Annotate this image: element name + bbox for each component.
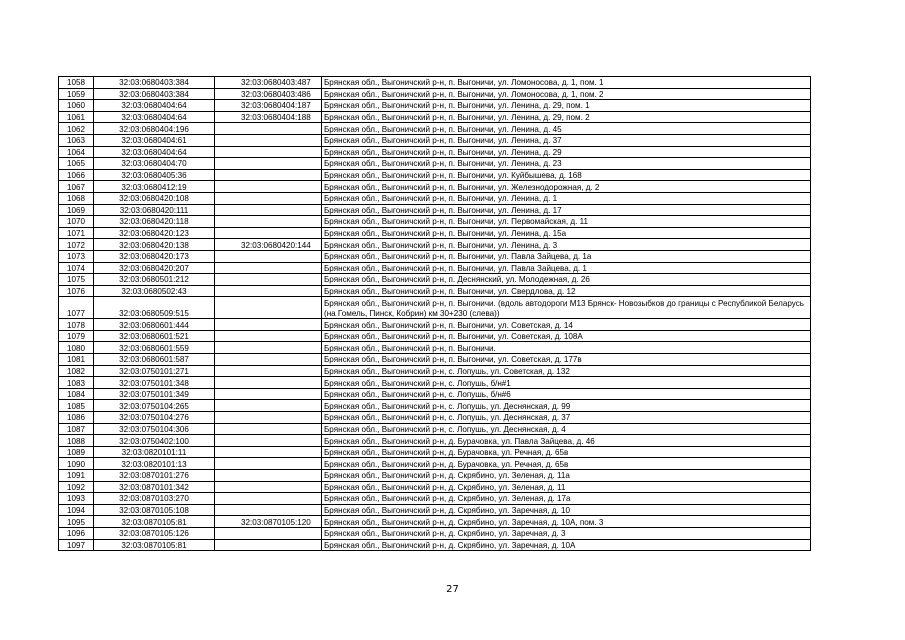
row-number-cell: 1076 — [59, 285, 94, 297]
table-row — [59, 435, 811, 447]
row-number-cell: 1092 — [59, 481, 94, 493]
related-cadastral-number-cell — [215, 192, 322, 204]
cadastral-number-cell: 32:03:0680420:111 — [94, 204, 215, 216]
table-row — [59, 158, 811, 170]
address-cell: Брянская обл., Выгоничский р-н, п. Выгоничи, ул. Павла Зайцева, д. 1 — [322, 262, 811, 274]
table-row — [59, 342, 811, 354]
cadastral-number-cell: 32:03:0680601:444 — [94, 319, 215, 331]
property-table — [58, 76, 811, 551]
related-cadastral-number-cell: 32:03:0870105:120 — [215, 516, 322, 528]
cadastral-number-cell: 32:03:0680601:559 — [94, 342, 215, 354]
related-cadastral-number-cell — [215, 423, 322, 435]
table-row — [59, 123, 811, 135]
cadastral-number-cell: 32:03:0680420:173 — [94, 250, 215, 262]
related-cadastral-number-cell — [215, 470, 322, 482]
row-number-cell: 1082 — [59, 365, 94, 377]
cadastral-number-cell: 32:03:0870105:126 — [94, 527, 215, 539]
table-row — [59, 527, 811, 539]
related-cadastral-number-cell — [215, 458, 322, 470]
address-cell: Брянская обл., Выгоничский р-н, п. Выгоничи, ул. Ленина, д. 17 — [322, 204, 811, 216]
address-cell: Брянская обл., Выгоничский р-н, д. Скрябино, ул. Зеленая, д. 17а — [322, 493, 811, 505]
address-cell: Брянская обл., Выгоничский р-н, д. Бурачовка, ул. Павла Зайцева, д. 46 — [322, 435, 811, 447]
related-cadastral-number-cell — [215, 181, 322, 193]
address-cell: Брянская обл., Выгоничский р-н, п. Выгоничи. (вдоль автодороги М13 Брянск- Новозыбков до границы с Республикой Беларусь (на Гомель, Пинск, Кобрин) км 30+230 (слева)) — [322, 297, 811, 319]
address-cell: Брянская обл., Выгоничский р-н, п. Выгоничи, ул. Советская, д. 14 — [322, 319, 811, 331]
table-row — [59, 516, 811, 528]
address-cell: Брянская обл., Выгоничский р-н, с. Лопушь, б/н#6 — [322, 388, 811, 400]
cadastral-number-cell: 32:03:0750402:100 — [94, 435, 215, 447]
cadastral-number-cell: 32:03:0680404:61 — [94, 134, 215, 146]
address-cell: Брянская обл., Выгоничский р-н, п. Выгоничи, ул. Ломоносова, д. 1, пом. 2 — [322, 88, 811, 100]
row-number-cell: 1070 — [59, 216, 94, 228]
row-number-cell: 1083 — [59, 377, 94, 389]
related-cadastral-number-cell — [215, 354, 322, 366]
related-cadastral-number-cell — [215, 446, 322, 458]
address-cell: Брянская обл., Выгоничский р-н, д. Бурачовка, ул. Речная, д. 65в — [322, 446, 811, 458]
address-cell: Брянская обл., Выгоничский р-н, п. Выгоничи, ул. Павла Зайцева, д. 1а — [322, 250, 811, 262]
cadastral-number-cell: 32:03:0680404:64 — [94, 111, 215, 123]
table-row — [59, 412, 811, 424]
row-number-cell: 1066 — [59, 169, 94, 181]
address-cell: Брянская обл., Выгоничский р-н, п. Выгоничи, ул. Ленина, д. 1 — [322, 192, 811, 204]
row-number-cell: 1087 — [59, 423, 94, 435]
address-cell: Брянская обл., Выгоничский р-н, п. Деснянский, ул. Молодежная, д. 26 — [322, 274, 811, 286]
related-cadastral-number-cell — [215, 539, 322, 551]
related-cadastral-number-cell: 32:03:0680420:144 — [215, 239, 322, 251]
related-cadastral-number-cell — [215, 504, 322, 516]
related-cadastral-number-cell — [215, 297, 322, 319]
table-row — [59, 400, 811, 412]
related-cadastral-number-cell: 32:03:0680404:188 — [215, 111, 322, 123]
related-cadastral-number-cell — [215, 158, 322, 170]
cadastral-number-cell: 32:03:0820101:11 — [94, 446, 215, 458]
table-row — [59, 181, 811, 193]
row-number-cell: 1067 — [59, 181, 94, 193]
cadastral-number-cell: 32:03:0680404:64 — [94, 100, 215, 112]
table-row — [59, 111, 811, 123]
table-row — [59, 227, 811, 239]
related-cadastral-number-cell — [215, 204, 322, 216]
row-number-cell: 1096 — [59, 527, 94, 539]
related-cadastral-number-cell — [215, 262, 322, 274]
table-row — [59, 169, 811, 181]
cadastral-number-cell: 32:03:0870105:81 — [94, 516, 215, 528]
address-cell: Брянская обл., Выгоничский р-н, с. Лопушь, ул. Советская, д. 132 — [322, 365, 811, 377]
related-cadastral-number-cell — [215, 216, 322, 228]
cadastral-number-cell: 32:03:0870101:276 — [94, 470, 215, 482]
table-row — [59, 285, 811, 297]
address-cell: Брянская обл., Выгоничский р-н, д. Скрябино, ул. Зеленая, д. 11а — [322, 470, 811, 482]
address-cell: Брянская обл., Выгоничский р-н, п. Выгоничи, ул. Ленина, д. 45 — [322, 123, 811, 135]
related-cadastral-number-cell — [215, 412, 322, 424]
row-number-cell: 1086 — [59, 412, 94, 424]
property-table-body — [59, 77, 811, 551]
row-number-cell: 1072 — [59, 239, 94, 251]
row-number-cell: 1095 — [59, 516, 94, 528]
row-number-cell: 1080 — [59, 342, 94, 354]
table-row — [59, 504, 811, 516]
row-number-cell: 1074 — [59, 262, 94, 274]
related-cadastral-number-cell — [215, 169, 322, 181]
row-number-cell: 1058 — [59, 77, 94, 89]
cadastral-number-cell: 32:03:0680601:587 — [94, 354, 215, 366]
cadastral-number-cell: 32:03:0750104:265 — [94, 400, 215, 412]
address-cell: Брянская обл., Выгоничский р-н, д. Скрябино, ул. Заречная, д. 10А, пом. 3 — [322, 516, 811, 528]
table-row — [59, 470, 811, 482]
table-row — [59, 88, 811, 100]
cadastral-number-cell: 32:03:0680405:36 — [94, 169, 215, 181]
row-number-cell: 1084 — [59, 388, 94, 400]
related-cadastral-number-cell — [215, 435, 322, 447]
related-cadastral-number-cell — [215, 388, 322, 400]
table-row — [59, 274, 811, 286]
cadastral-number-cell: 32:03:0680403:384 — [94, 77, 215, 89]
related-cadastral-number-cell — [215, 365, 322, 377]
cadastral-number-cell: 32:03:0680501:212 — [94, 274, 215, 286]
row-number-cell: 1078 — [59, 319, 94, 331]
table-row — [59, 250, 811, 262]
table-row — [59, 458, 811, 470]
related-cadastral-number-cell: 32:03:0680404:187 — [215, 100, 322, 112]
row-number-cell: 1081 — [59, 354, 94, 366]
table-row — [59, 204, 811, 216]
address-cell: Брянская обл., Выгоничский р-н, п. Выгоничи, ул. Куйбышева, д. 168 — [322, 169, 811, 181]
table-row — [59, 481, 811, 493]
cadastral-number-cell: 32:03:0870101:342 — [94, 481, 215, 493]
cadastral-number-cell: 32:03:0870105:81 — [94, 539, 215, 551]
table-row — [59, 134, 811, 146]
related-cadastral-number-cell — [215, 146, 322, 158]
related-cadastral-number-cell — [215, 527, 322, 539]
cadastral-number-cell: 32:03:0680502:43 — [94, 285, 215, 297]
related-cadastral-number-cell — [215, 123, 322, 135]
cadastral-number-cell: 32:03:0680404:196 — [94, 123, 215, 135]
table-row — [59, 319, 811, 331]
related-cadastral-number-cell — [215, 250, 322, 262]
row-number-cell: 1090 — [59, 458, 94, 470]
row-number-cell: 1089 — [59, 446, 94, 458]
table-row — [59, 100, 811, 112]
table-row — [59, 216, 811, 228]
address-cell: Брянская обл., Выгоничский р-н, п. Выгоничи, ул. Ленина, д. 3 — [322, 239, 811, 251]
row-number-cell: 1097 — [59, 539, 94, 551]
address-cell: Брянская обл., Выгоничский р-н, п. Выгоничи, ул. Ленина, д. 23 — [322, 158, 811, 170]
table-row — [59, 493, 811, 505]
address-cell: Брянская обл., Выгоничский р-н, д. Скрябино, ул. Заречная, д. 10А — [322, 539, 811, 551]
row-number-cell: 1071 — [59, 227, 94, 239]
table-row — [59, 377, 811, 389]
related-cadastral-number-cell — [215, 493, 322, 505]
row-number-cell: 1068 — [59, 192, 94, 204]
row-number-cell: 1075 — [59, 274, 94, 286]
address-cell: Брянская обл., Выгоничский р-н, с. Лопушь, ул. Деснянская, д. 37 — [322, 412, 811, 424]
cadastral-number-cell: 32:03:0680509:515 — [94, 297, 215, 319]
cadastral-number-cell: 32:03:0870105:108 — [94, 504, 215, 516]
table-row — [59, 77, 811, 89]
table-row — [59, 354, 811, 366]
cadastral-number-cell: 32:03:0680420:138 — [94, 239, 215, 251]
row-number-cell: 1065 — [59, 158, 94, 170]
related-cadastral-number-cell — [215, 342, 322, 354]
cadastral-number-cell: 32:03:0680404:70 — [94, 158, 215, 170]
cadastral-number-cell: 32:03:0750104:306 — [94, 423, 215, 435]
cadastral-number-cell: 32:03:0680601:521 — [94, 330, 215, 342]
related-cadastral-number-cell — [215, 377, 322, 389]
cadastral-number-cell: 32:03:0680420:123 — [94, 227, 215, 239]
table-row — [59, 446, 811, 458]
table-row — [59, 192, 811, 204]
related-cadastral-number-cell — [215, 274, 322, 286]
related-cadastral-number-cell: 32:03:0680403:486 — [215, 88, 322, 100]
address-cell: Брянская обл., Выгоничский р-н, д. Скрябино, ул. Заречная, д. 3 — [322, 527, 811, 539]
cadastral-number-cell: 32:03:0870103:270 — [94, 493, 215, 505]
row-number-cell: 1060 — [59, 100, 94, 112]
row-number-cell: 1093 — [59, 493, 94, 505]
row-number-cell: 1077 — [59, 297, 94, 319]
row-number-cell: 1091 — [59, 470, 94, 482]
address-cell: Брянская обл., Выгоничский р-н, д. Бурачовка, ул. Речная, д. 65в — [322, 458, 811, 470]
table-row — [59, 239, 811, 251]
row-number-cell: 1061 — [59, 111, 94, 123]
table-row — [59, 297, 811, 319]
address-cell: Брянская обл., Выгоничский р-н, д. Скрябино, ул. Зеленая, д. 11 — [322, 481, 811, 493]
related-cadastral-number-cell — [215, 400, 322, 412]
row-number-cell: 1079 — [59, 330, 94, 342]
row-number-cell: 1064 — [59, 146, 94, 158]
cadastral-number-cell: 32:03:0680403:384 — [94, 88, 215, 100]
address-cell: Брянская обл., Выгоничский р-н, п. Выгоничи, ул. Ленина, д. 37 — [322, 134, 811, 146]
row-number-cell: 1063 — [59, 134, 94, 146]
address-cell: Брянская обл., Выгоничский р-н, п. Выгоничи, ул. Железнодорожная, д. 2 — [322, 181, 811, 193]
cadastral-number-cell: 32:03:0680404:64 — [94, 146, 215, 158]
address-cell: Брянская обл., Выгоничский р-н, п. Выгоничи, ул. Свердлова, д. 12 — [322, 285, 811, 297]
table-row — [59, 539, 811, 551]
cadastral-number-cell: 32:03:0750101:349 — [94, 388, 215, 400]
address-cell: Брянская обл., Выгоничский р-н, п. Выгоничи, ул. Ленина, д. 29, пом. 1 — [322, 100, 811, 112]
cadastral-number-cell: 32:03:0680420:207 — [94, 262, 215, 274]
related-cadastral-number-cell: 32:03:0680403:487 — [215, 77, 322, 89]
address-cell: Брянская обл., Выгоничский р-н, с. Лопушь, ул. Деснянская, д. 4 — [322, 423, 811, 435]
row-number-cell: 1059 — [59, 88, 94, 100]
cadastral-number-cell: 32:03:0750101:271 — [94, 365, 215, 377]
table-row — [59, 330, 811, 342]
related-cadastral-number-cell — [215, 330, 322, 342]
row-number-cell: 1094 — [59, 504, 94, 516]
table-row — [59, 365, 811, 377]
cadastral-number-cell: 32:03:0750101:348 — [94, 377, 215, 389]
address-cell: Брянская обл., Выгоничский р-н, п. Выгоничи, ул. Ломоносова, д. 1, пом. 1 — [322, 77, 811, 89]
cadastral-number-cell: 32:03:0680420:108 — [94, 192, 215, 204]
table-row — [59, 423, 811, 435]
row-number-cell: 1069 — [59, 204, 94, 216]
address-cell: Брянская обл., Выгоничский р-н, п. Выгоничи, ул. Советская, д. 177в — [322, 354, 811, 366]
address-cell: Брянская обл., Выгоничский р-н, п. Выгоничи, ул. Ленина, д. 29, пом. 2 — [322, 111, 811, 123]
address-cell: Брянская обл., Выгоничский р-н, п. Выгоничи, ул. Первомайская, д. 11 — [322, 216, 811, 228]
address-cell: Брянская обл., Выгоничский р-н, п. Выгоничи, ул. Ленина, д. 15а — [322, 227, 811, 239]
address-cell: Брянская обл., Выгоничский р-н, с. Лопушь, ул. Деснянская, д. 99 — [322, 400, 811, 412]
row-number-cell: 1088 — [59, 435, 94, 447]
address-cell: Брянская обл., Выгоничский р-н, п. Выгоничи, ул. Советская, д. 108А — [322, 330, 811, 342]
cadastral-number-cell: 32:03:0750104:276 — [94, 412, 215, 424]
table-row — [59, 388, 811, 400]
address-cell: Брянская обл., Выгоничский р-н, п. Выгоничи, ул. Ленина, д. 29 — [322, 146, 811, 158]
cadastral-number-cell: 32:03:0820101:13 — [94, 458, 215, 470]
row-number-cell: 1085 — [59, 400, 94, 412]
related-cadastral-number-cell — [215, 227, 322, 239]
address-cell: Брянская обл., Выгоничский р-н, п. Выгоничи. — [322, 342, 811, 354]
address-cell: Брянская обл., Выгоничский р-н, д. Скрябино, ул. Заречная, д. 10 — [322, 504, 811, 516]
table-row — [59, 146, 811, 158]
related-cadastral-number-cell — [215, 285, 322, 297]
related-cadastral-number-cell — [215, 134, 322, 146]
related-cadastral-number-cell — [215, 481, 322, 493]
related-cadastral-number-cell — [215, 319, 322, 331]
row-number-cell: 1073 — [59, 250, 94, 262]
cadastral-number-cell: 32:03:0680412:19 — [94, 181, 215, 193]
row-number-cell: 1062 — [59, 123, 94, 135]
address-cell: Брянская обл., Выгоничский р-н, с. Лопушь, б/н#1 — [322, 377, 811, 389]
cadastral-number-cell: 32:03:0680420:118 — [94, 216, 215, 228]
page-number: 27 — [446, 584, 459, 595]
table-row — [59, 262, 811, 274]
